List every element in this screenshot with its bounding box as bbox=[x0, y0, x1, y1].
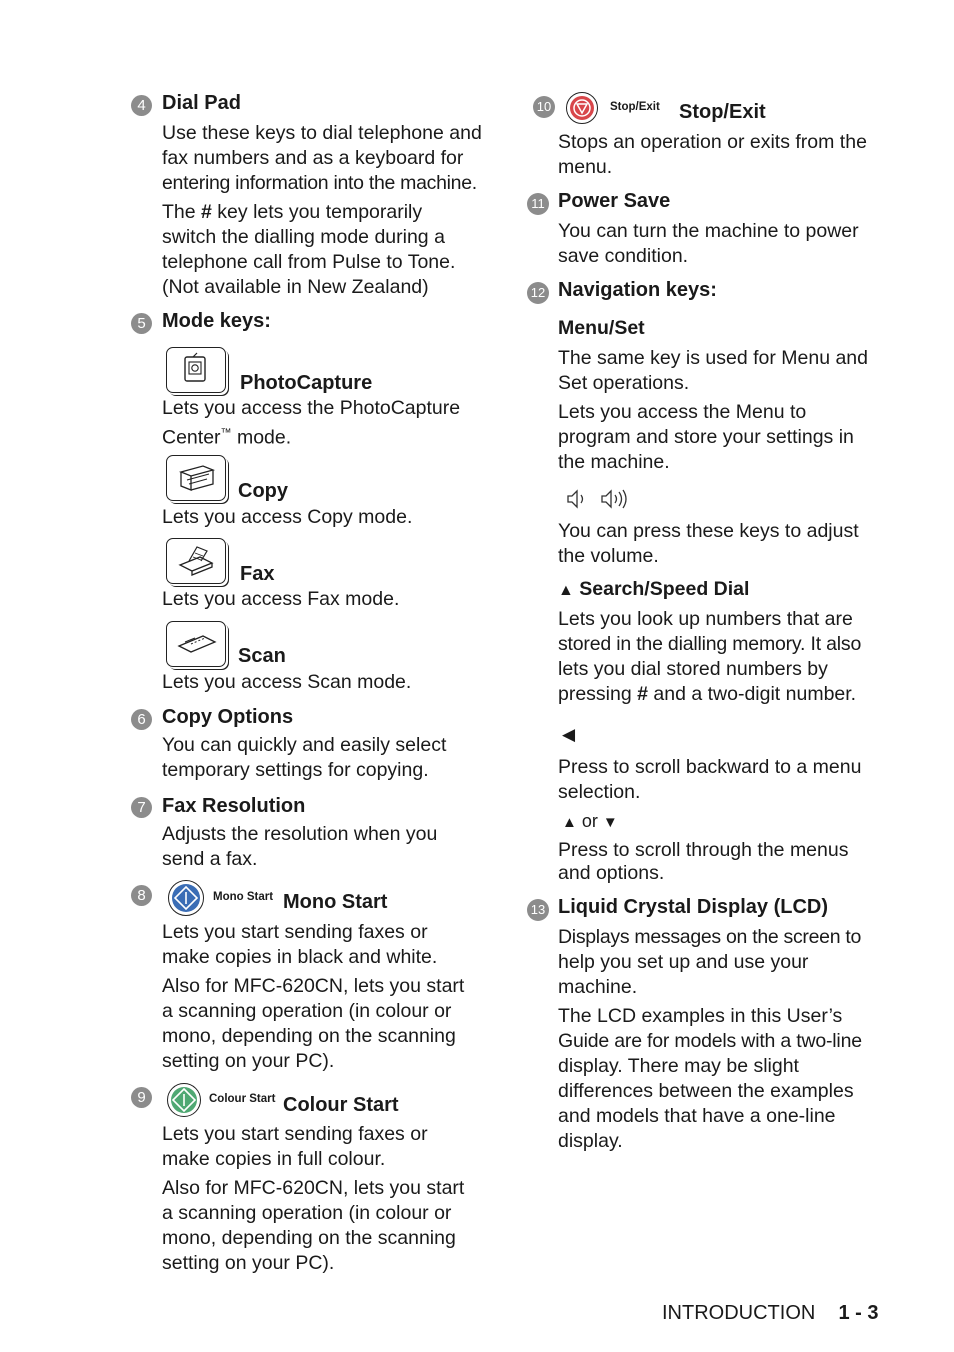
fax-resolution-paragraph: Adjusts the resolution when you send a fax. bbox=[162, 823, 438, 870]
power-save-heading: Power Save bbox=[558, 190, 671, 212]
colour-start-key bbox=[167, 1083, 201, 1117]
mode-keys-heading: Mode keys: bbox=[162, 310, 271, 332]
copy-key bbox=[166, 455, 226, 501]
colour-start-heading: Colour Start bbox=[283, 1094, 399, 1116]
dial-pad-heading: Dial Pad bbox=[162, 92, 241, 114]
copy-icon bbox=[167, 456, 225, 500]
fax-heading: Fax bbox=[240, 563, 275, 585]
item-number-4: 4 bbox=[131, 95, 152, 116]
fax-key bbox=[166, 538, 226, 584]
item-number-8: 8 bbox=[131, 885, 152, 906]
photocapture-key bbox=[166, 347, 226, 393]
left-arrow-icon: ◀ bbox=[562, 725, 576, 744]
menu-set-paragraph-2: Lets you access the Menu to program and store your settings in the machine. bbox=[558, 401, 854, 473]
power-save-paragraph: You can turn the machine to power save condition. bbox=[558, 220, 859, 267]
up-down-keys-label: ▲ or ▼ bbox=[562, 811, 618, 831]
dial-pad-paragraph-1: Use these keys to dial telephone and fax numbers and as a keyboard for entering information into the machine. bbox=[162, 122, 482, 194]
search-speed-dial-heading: ▲ Search/Speed Dial bbox=[558, 578, 750, 600]
up-arrow-icon: ▲ bbox=[558, 582, 574, 599]
photocapture-icon bbox=[167, 348, 225, 392]
fax-icon bbox=[167, 539, 225, 583]
item-number-7: 7 bbox=[131, 797, 152, 818]
mono-start-key-label: Mono Start bbox=[213, 891, 274, 903]
item-number-9: 9 bbox=[131, 1087, 152, 1108]
copy-description: Lets you access Copy mode. bbox=[162, 506, 413, 528]
page-footer bbox=[662, 1302, 878, 1325]
stop-exit-key bbox=[566, 92, 598, 124]
fax-description: Lets you access Fax mode. bbox=[162, 588, 400, 610]
copy-heading: Copy bbox=[238, 480, 288, 502]
item-number-12: 12 bbox=[527, 282, 549, 304]
mono-start-key bbox=[168, 880, 204, 916]
stop-exit-paragraph: Stops an operation or exits from the menu. bbox=[558, 131, 867, 178]
stop-exit-heading: Stop/Exit bbox=[679, 101, 766, 123]
fax-resolution-heading: Fax Resolution bbox=[162, 795, 306, 817]
item-number-6: 6 bbox=[131, 709, 152, 730]
colour-start-key-label: Colour Start bbox=[209, 1093, 276, 1105]
photocapture-description: Lets you access the PhotoCapture Center™ mode. bbox=[162, 397, 461, 449]
stop-exit-key-label: Stop/Exit bbox=[610, 101, 660, 113]
menu-set-heading: Menu/Set bbox=[558, 317, 645, 339]
scan-icon bbox=[167, 622, 225, 666]
scan-description: Lets you access Scan mode. bbox=[162, 671, 412, 693]
item-number-13: 13 bbox=[527, 899, 549, 921]
scroll-back-paragraph: Press to scroll backward to a menu selection. bbox=[558, 756, 862, 803]
mono-start-heading: Mono Start bbox=[283, 891, 388, 913]
colour-start-icon bbox=[168, 1084, 200, 1116]
lcd-paragraph-2: The LCD examples in this User’s Guide are for models with a two-line display. There may be slight differences between the examples and models that have a one-line display. bbox=[558, 1005, 862, 1152]
mono-start-icon bbox=[169, 881, 203, 915]
mono-start-paragraph-2: Also for MFC-620CN, lets you start a scanning operation (in colour or mono, depending on the scanning setting on your PC). bbox=[162, 975, 465, 1072]
lcd-heading: Liquid Crystal Display (LCD) bbox=[558, 896, 829, 918]
item-number-10: 10 bbox=[533, 96, 555, 118]
volume-low-icon bbox=[566, 488, 590, 510]
volume-paragraph: You can press these keys to adjust the volume. bbox=[558, 520, 859, 567]
page-number: 1 - 3 bbox=[838, 1302, 879, 1324]
scan-heading: Scan bbox=[238, 645, 286, 667]
colour-start-paragraph-1: Lets you start sending faxes or make copies in full colour. bbox=[162, 1123, 428, 1170]
item-number-5: 5 bbox=[131, 313, 152, 334]
navigation-keys-heading: Navigation keys: bbox=[558, 279, 717, 301]
volume-high-icon bbox=[600, 488, 630, 510]
scroll-menus-paragraph: Press to scroll through the menus and options. bbox=[558, 839, 849, 884]
photocapture-heading: PhotoCapture bbox=[240, 372, 373, 394]
scan-key bbox=[166, 621, 226, 667]
footer-section: INTRODUCTION bbox=[662, 1302, 816, 1324]
colour-start-paragraph-2: Also for MFC-620CN, lets you start a scanning operation (in colour or mono, depending on the scanning setting on your PC). bbox=[162, 1177, 465, 1274]
lcd-paragraph-1: Displays messages on the screen to help you set up and use your machine. bbox=[558, 926, 862, 998]
up-arrow-icon: ▲ bbox=[562, 814, 577, 831]
menu-set-paragraph-1: The same key is used for Menu and Set operations. bbox=[558, 347, 868, 394]
search-speed-dial-paragraph: Lets you look up numbers that are stored in the dialling memory. It also lets you dial stored numbers by pressing # and a two-digit number. bbox=[558, 608, 862, 705]
dial-pad-paragraph-2: The # key lets you temporarily switch the dialling mode during a telephone call from Pulse to Tone. (Not available in New Zealand) bbox=[162, 201, 456, 298]
copy-options-heading: Copy Options bbox=[162, 706, 294, 728]
stop-icon bbox=[567, 93, 597, 123]
down-arrow-icon: ▼ bbox=[602, 814, 618, 831]
item-number-11: 11 bbox=[527, 193, 549, 215]
mono-start-paragraph-1: Lets you start sending faxes or make copies in black and white. bbox=[162, 921, 438, 968]
copy-options-paragraph: You can quickly and easily select temporary settings for copying. bbox=[162, 734, 447, 781]
